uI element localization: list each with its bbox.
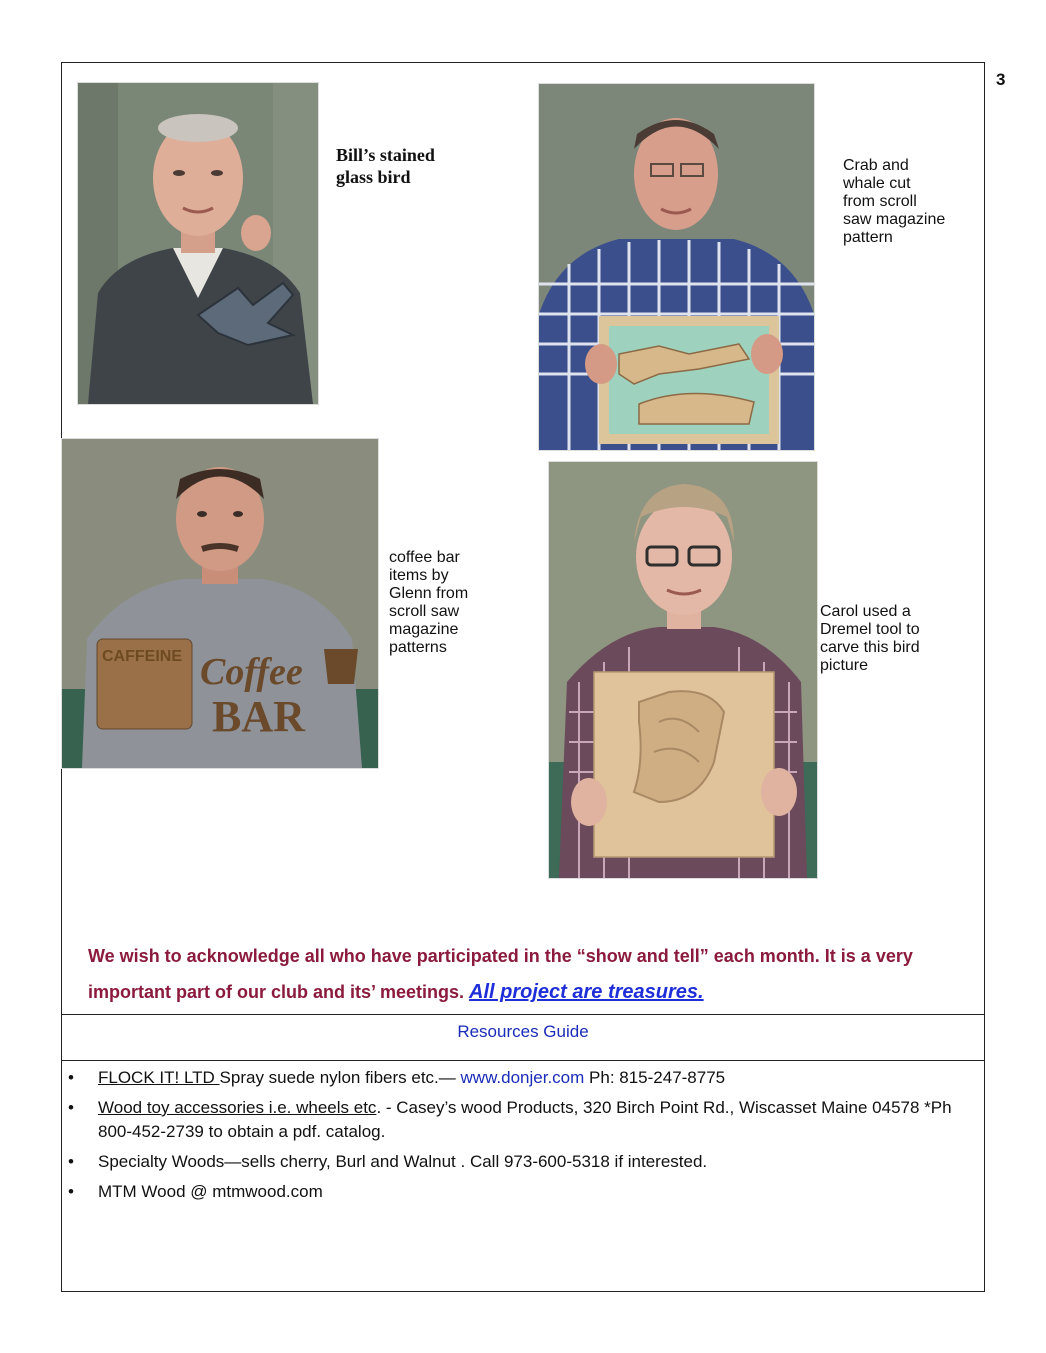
bullet-icon: • (68, 1068, 74, 1087)
photo-carol-bird-carving (548, 461, 818, 879)
photo-coffee-bar (61, 438, 379, 769)
list-item (66, 1150, 966, 1174)
sign-bar: BAR (212, 692, 305, 741)
resources-guide-title: Resources Guide (457, 1022, 589, 1041)
sign-coffee: Coffee (200, 651, 303, 693)
bullet-icon: • (68, 1182, 74, 1201)
treasures-link[interactable]: All project are treasures. (469, 981, 704, 1003)
photo-bill-stained-glass-bird (77, 82, 319, 405)
resource-text: Spray suede nylon fibers etc.— (219, 1068, 461, 1087)
resource-link[interactable]: www.donjer.com (460, 1068, 585, 1087)
caption-carol: Carol used a Dremel tool to carve this bird picture (820, 603, 920, 674)
bullet-icon: • (68, 1152, 74, 1171)
resource-text: MTM Wood @ mtmwood.com (98, 1182, 323, 1201)
resource-text: Specialty Woods—sells cherry, Burl and Walnut . Call 973-600-5318 if interested. (98, 1152, 708, 1171)
list-item (66, 1066, 966, 1090)
list-item (66, 1096, 966, 1144)
sign-caffeine: CAFFEINE (102, 648, 182, 665)
resource-phone: Ph: 815-247-8775 (584, 1068, 726, 1087)
resource-text: . - Casey’s wood Products, 320 Birch Point Rd., Wiscasset Maine 04578 *Ph 800-452-2739 to obtain a pdf. catalog. (98, 1098, 952, 1141)
bullet-icon: • (68, 1098, 74, 1117)
caption-crab-whale: Crab and whale cut from scroll saw magazine pattern (843, 157, 946, 246)
list-item (66, 1180, 966, 1204)
acknowledgement-text: We wish to acknowledge all who have participated in the “show and tell” each month. It is a very important part of our club and its’ meetings. (88, 946, 913, 1002)
caption-bill: Bill’s stained glass bird (336, 145, 435, 187)
acknowledgement (88, 938, 968, 1010)
divider-top (61, 1014, 985, 1015)
page-number: 3 (996, 70, 1006, 89)
divider-bottom (61, 1060, 985, 1061)
resource-name: Wood toy accessories i.e. wheels etc (98, 1098, 377, 1117)
resources-list (66, 1066, 966, 1210)
photo-crab-whale (538, 83, 815, 451)
resource-name: FLOCK IT! LTD (98, 1068, 220, 1087)
caption-coffee-bar: coffee bar items by Glenn from scroll saw magazine patterns (389, 549, 469, 656)
